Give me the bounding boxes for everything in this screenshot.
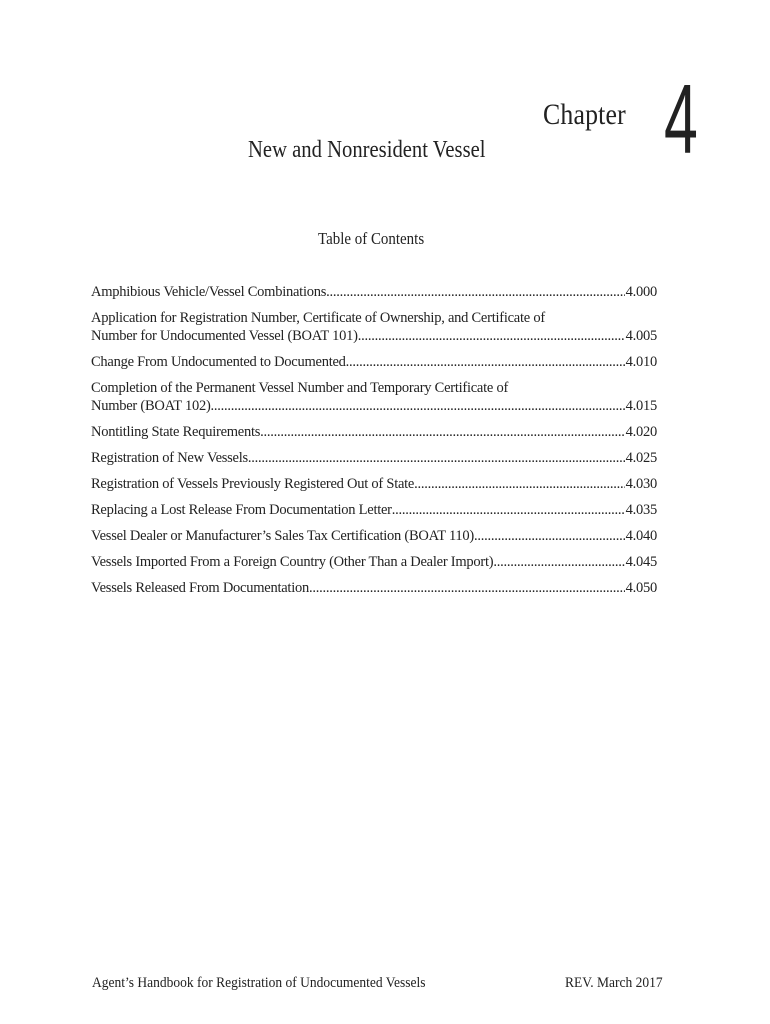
toc-section-number: 4.020 <box>625 424 657 440</box>
toc-dot-leader <box>248 449 625 467</box>
toc-entry-text: Registration of Vessels Previously Registered Out of State <box>91 476 415 492</box>
footer-handbook-title: Agent’s Handbook for Registration of Undocumented Vessels <box>92 975 426 991</box>
toc-entry-line <box>91 353 657 371</box>
toc-section-number: 4.010 <box>625 354 657 370</box>
toc-entry[interactable] <box>91 283 657 301</box>
toc-dot-leader <box>211 397 625 415</box>
toc-entry-line <box>91 579 657 597</box>
toc-entry-text: Vessels Imported From a Foreign Country (Other Than a Dealer Import) <box>91 554 494 570</box>
table-of-contents <box>91 283 657 605</box>
toc-dot-leader <box>414 475 625 493</box>
toc-entry-text: Replacing a Lost Release From Documentation Letter <box>91 502 392 518</box>
toc-entry-text: Change From Undocumented to Documented <box>91 354 346 370</box>
toc-dot-leader <box>260 423 624 441</box>
toc-dot-leader <box>346 353 625 371</box>
toc-entry-line <box>91 397 657 415</box>
toc-entry[interactable] <box>91 527 657 545</box>
toc-entry[interactable] <box>91 475 657 493</box>
toc-entry[interactable] <box>91 379 657 415</box>
toc-section-number: 4.045 <box>625 554 657 570</box>
toc-entry-line <box>91 309 657 327</box>
toc-section-number: 4.035 <box>625 502 657 518</box>
toc-heading: Table of Contents <box>318 229 425 248</box>
footer-revision: REV. March 2017 <box>565 975 663 991</box>
chapter-number: 4 <box>664 64 698 174</box>
toc-section-number: 4.025 <box>625 450 657 466</box>
toc-entry-text: Application for Registration Number, Certificate of Ownership, and Certificate of <box>91 310 545 326</box>
toc-section-number: 4.000 <box>625 284 657 300</box>
toc-section-number: 4.040 <box>625 528 657 544</box>
toc-entry[interactable] <box>91 579 657 597</box>
toc-section-number: 4.050 <box>625 580 657 596</box>
toc-dot-leader <box>493 553 624 571</box>
toc-entry-line <box>91 475 657 493</box>
toc-entry[interactable] <box>91 501 657 519</box>
toc-entry-text: Number for Undocumented Vessel (BOAT 101) <box>91 328 358 344</box>
toc-entry-text: Vessels Released From Documentation <box>91 580 309 596</box>
toc-entry[interactable] <box>91 353 657 371</box>
toc-entry-text: Vessel Dealer or Manufacturer’s Sales Tax Certification (BOAT 110) <box>91 528 475 544</box>
chapter-title: New and Nonresident Vessel <box>248 137 486 163</box>
toc-entry-text: Registration of New Vessels <box>91 450 248 466</box>
toc-section-number: 4.015 <box>625 398 657 414</box>
toc-entry[interactable] <box>91 449 657 467</box>
toc-entry[interactable] <box>91 423 657 441</box>
toc-dot-leader <box>309 579 625 597</box>
toc-entry-text: Amphibious Vehicle/Vessel Combinations <box>91 284 327 300</box>
toc-entry-text: Nontitling State Requirements <box>91 424 261 440</box>
toc-entry-text: Completion of the Permanent Vessel Number and Temporary Certificate of <box>91 380 509 396</box>
toc-entry-line <box>91 449 657 467</box>
toc-entry-line <box>91 283 657 301</box>
toc-dot-leader <box>326 283 625 301</box>
toc-dot-leader <box>358 327 625 345</box>
toc-entry-text: Number (BOAT 102) <box>91 398 211 414</box>
toc-section-number: 4.005 <box>625 328 657 344</box>
toc-entry[interactable] <box>91 309 657 345</box>
toc-dot-leader <box>474 527 625 545</box>
chapter-label: Chapter <box>543 98 626 131</box>
toc-entry-line <box>91 527 657 545</box>
toc-entry-line <box>91 327 657 345</box>
toc-entry-line <box>91 553 657 571</box>
toc-entry-line <box>91 423 657 441</box>
toc-entry[interactable] <box>91 553 657 571</box>
toc-entry-line <box>91 379 657 397</box>
toc-dot-leader <box>392 501 625 519</box>
toc-entry-line <box>91 501 657 519</box>
toc-section-number: 4.030 <box>625 476 657 492</box>
